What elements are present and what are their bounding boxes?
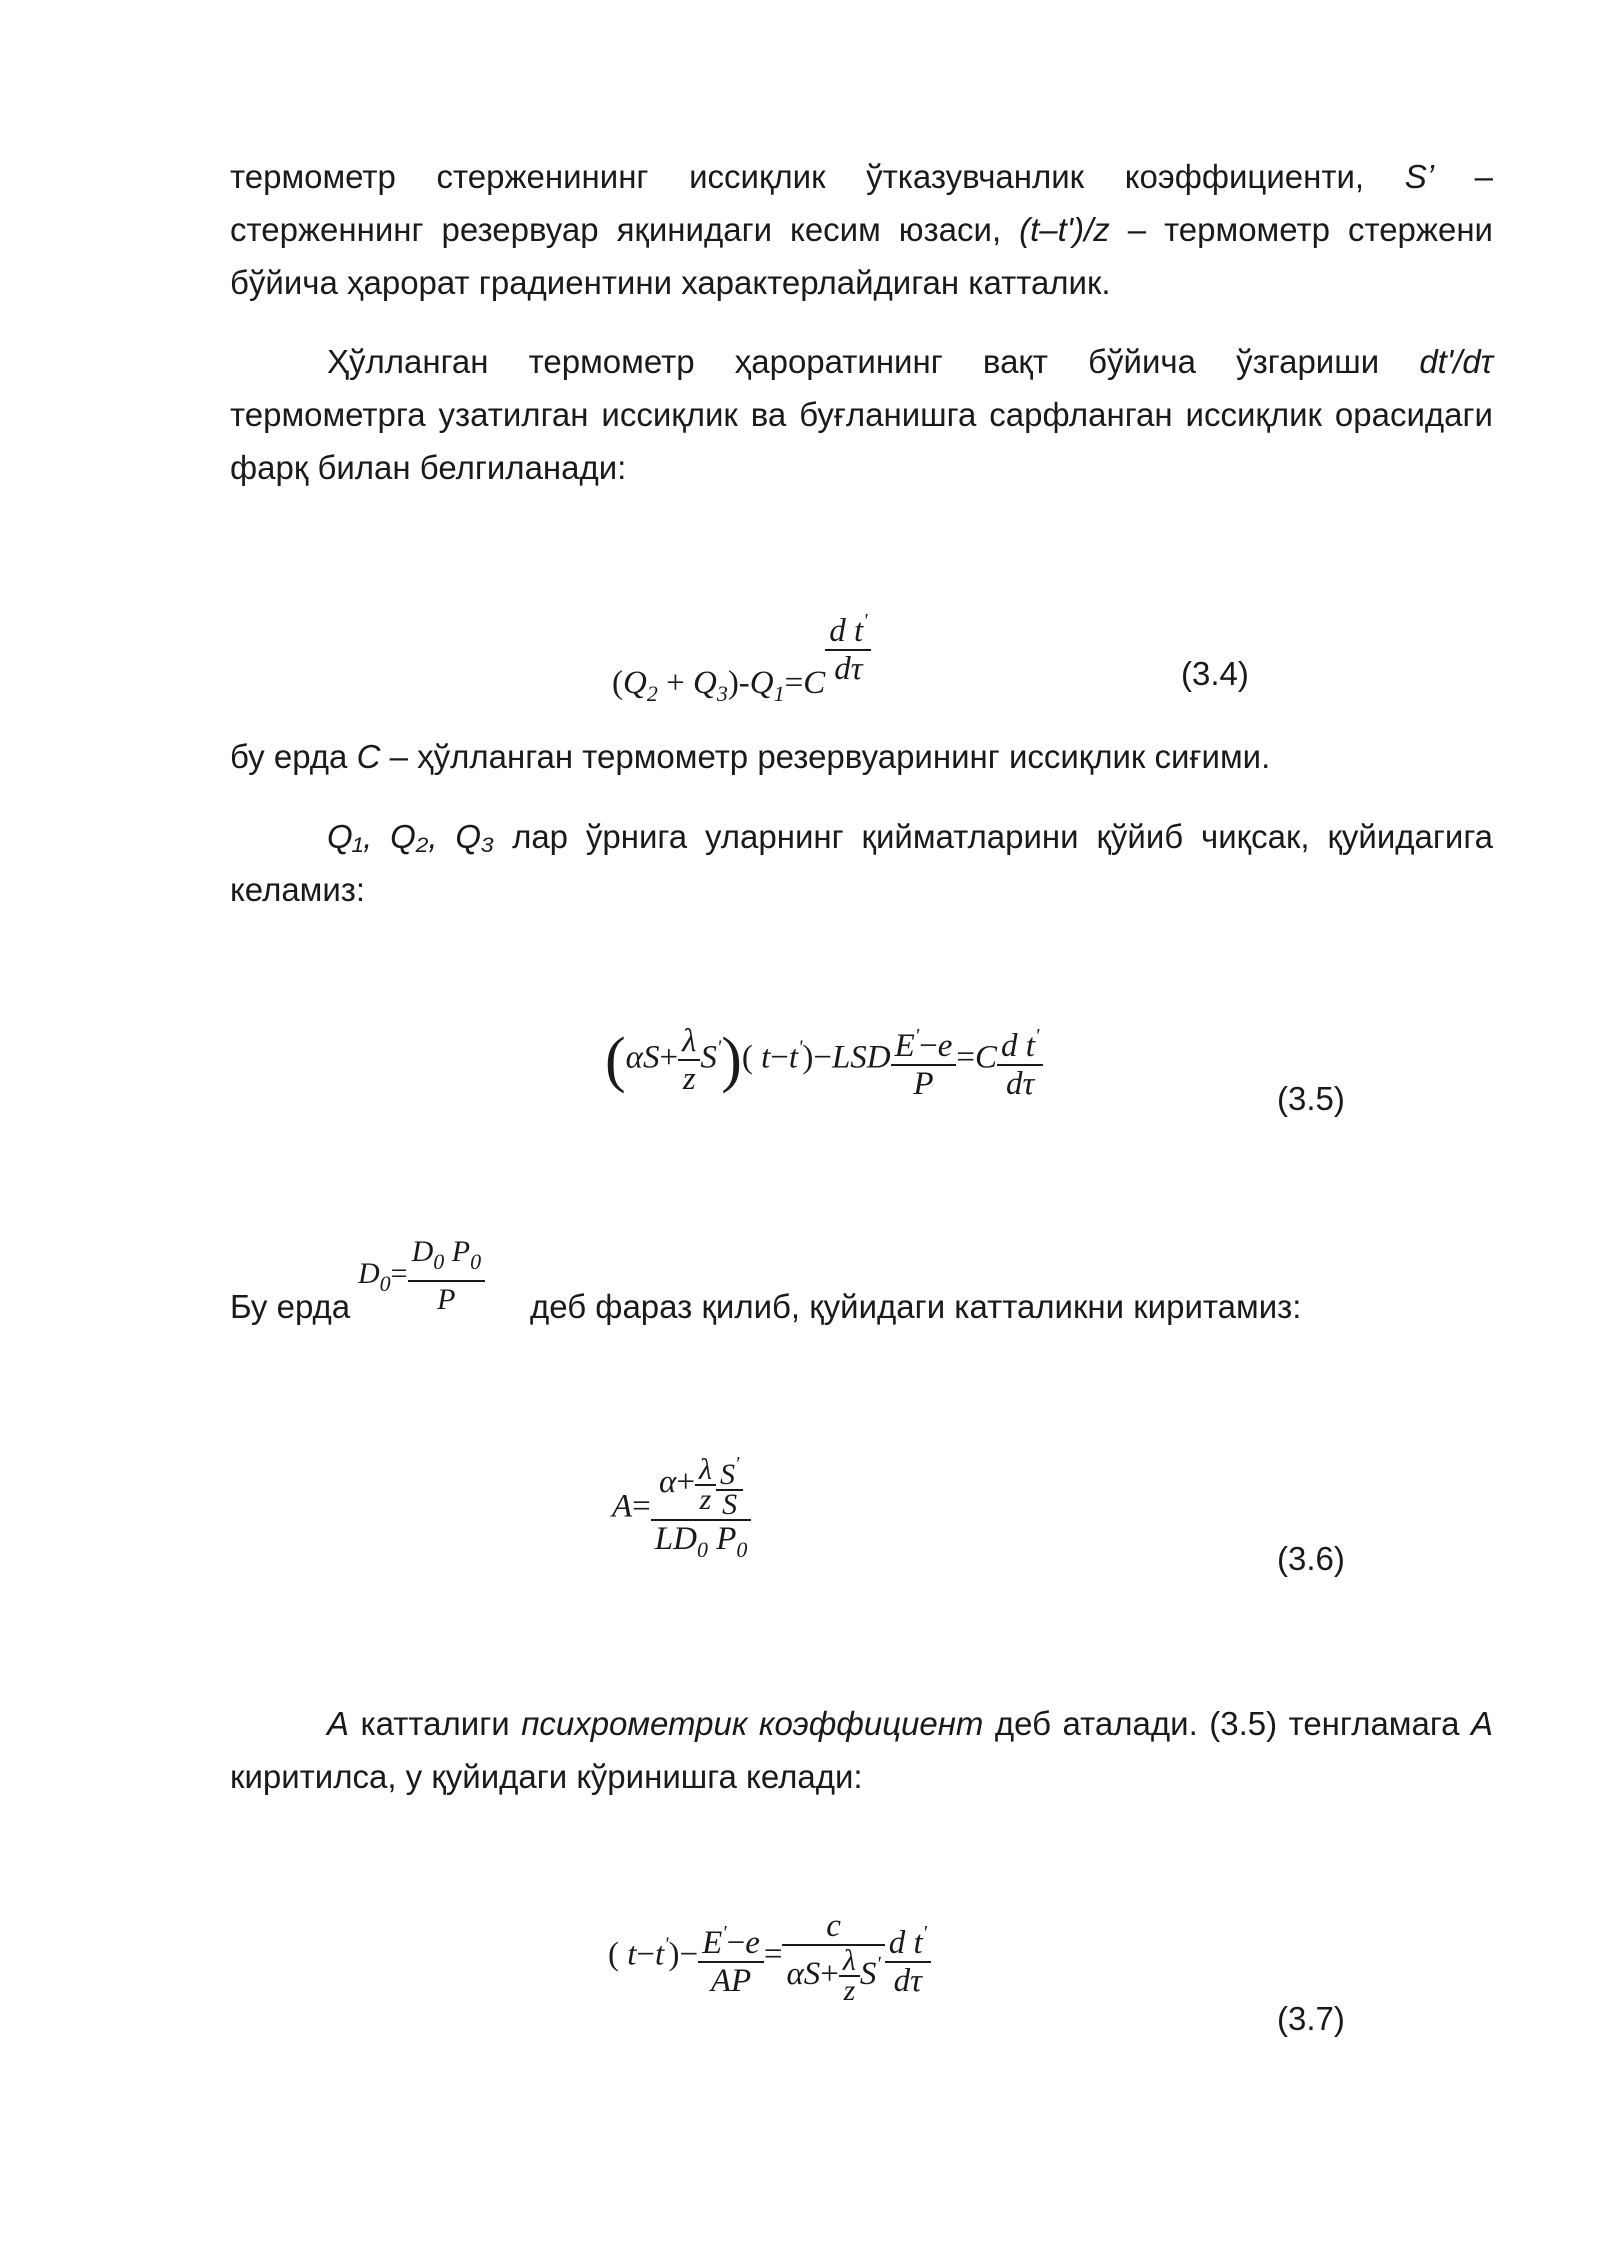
inline-formula-d0: $D_0=$ $\frac{D_0 P_0}{P}$ [358,1234,485,1318]
text: термометрга узатилган иссиқлик ва буғланишга сарфланган иссиқлик орасидаги фарқ билан белгиланади: [230,396,1493,486]
paragraph-2 [230,335,1493,494]
equation-3-4: $(Q_2 + Q_3)-Q_1=C$ $\frac{d t'}{d\tau}$ [612,603,871,707]
symbol-c: C [356,738,381,775]
symbol-q-list: Q₁, Q₂, Q₃ [327,818,495,855]
text: Ҳўлланган термометр ҳароратининг вақт бўйича ўзгариши [327,343,1380,380]
paragraph-6 [230,1697,1493,1803]
text: катталиги [360,1705,510,1742]
symbol-dt-dtau: dt'/dτ [1419,343,1494,380]
symbol-gradient: (t–t')/z [1019,211,1110,248]
text: Бу ерда [230,1288,351,1325]
paragraph-3 [230,730,1493,783]
text: – ҳўлланган термометр резервуарининг иссиқлик сиғими. [389,738,1271,775]
symbol-s-prime: S’ [1404,158,1435,195]
term-psychrometric-coefficient: психрометрик коэффициент [521,1705,984,1742]
symbol-a: A [327,1705,350,1742]
equation-3-6: A= α+ $\frac{\lambda}{z}$ $\frac{S'}{S}$ $LD_0$ $P_0$ [612,1450,751,1568]
text: деб фараз қилиб, қуйидаги катталикни киритамиз: [530,1288,1302,1325]
equation-number: (3.6) [1277,1540,1345,1577]
text: – стерженнинг резервуар яқинидаги кесим юзаси, [230,158,1494,248]
text: лар ўрнига уларнинг қийматларини қўйиб чиқсак, қуйидагига келамиз: [230,818,1493,908]
paragraph-1 [230,150,1493,309]
text: деб аталади. (3.5) тенгламага [994,1705,1460,1742]
text: бу ерда [230,738,348,775]
paragraph-5-cont [530,1280,1430,1333]
paragraph-4 [230,810,1493,916]
symbol-a: A [1471,1705,1494,1742]
text: термометр стерженининг иссиқлик ўтказувчанлик коэффициенти, [230,158,1365,195]
equation-number: (3.4) [1181,655,1249,692]
equation-3-5: (αS+ $\frac{\lambda}{z}$ S')( t−t')−LSD $\frac{E'-e}{P}$ =C $\frac{d t'}{d\tau}$ [605,1018,1043,1102]
equation-number: (3.5) [1277,1080,1345,1117]
equation-number: (3.7) [1277,2000,1345,2037]
text: киритилса, у қуйидаги кўринишга келади: [230,1758,863,1795]
text: – термометр стержени бўйича ҳарорат градиентини характерлайдиган катталик. [230,211,1493,301]
equation-3-7: ( t−t')− $\frac{E'-e}{AP}$ = c αS+ $\frac{\lambda}{z}$ S' $\frac{d t'}{d\tau}$ [608,1908,931,2005]
